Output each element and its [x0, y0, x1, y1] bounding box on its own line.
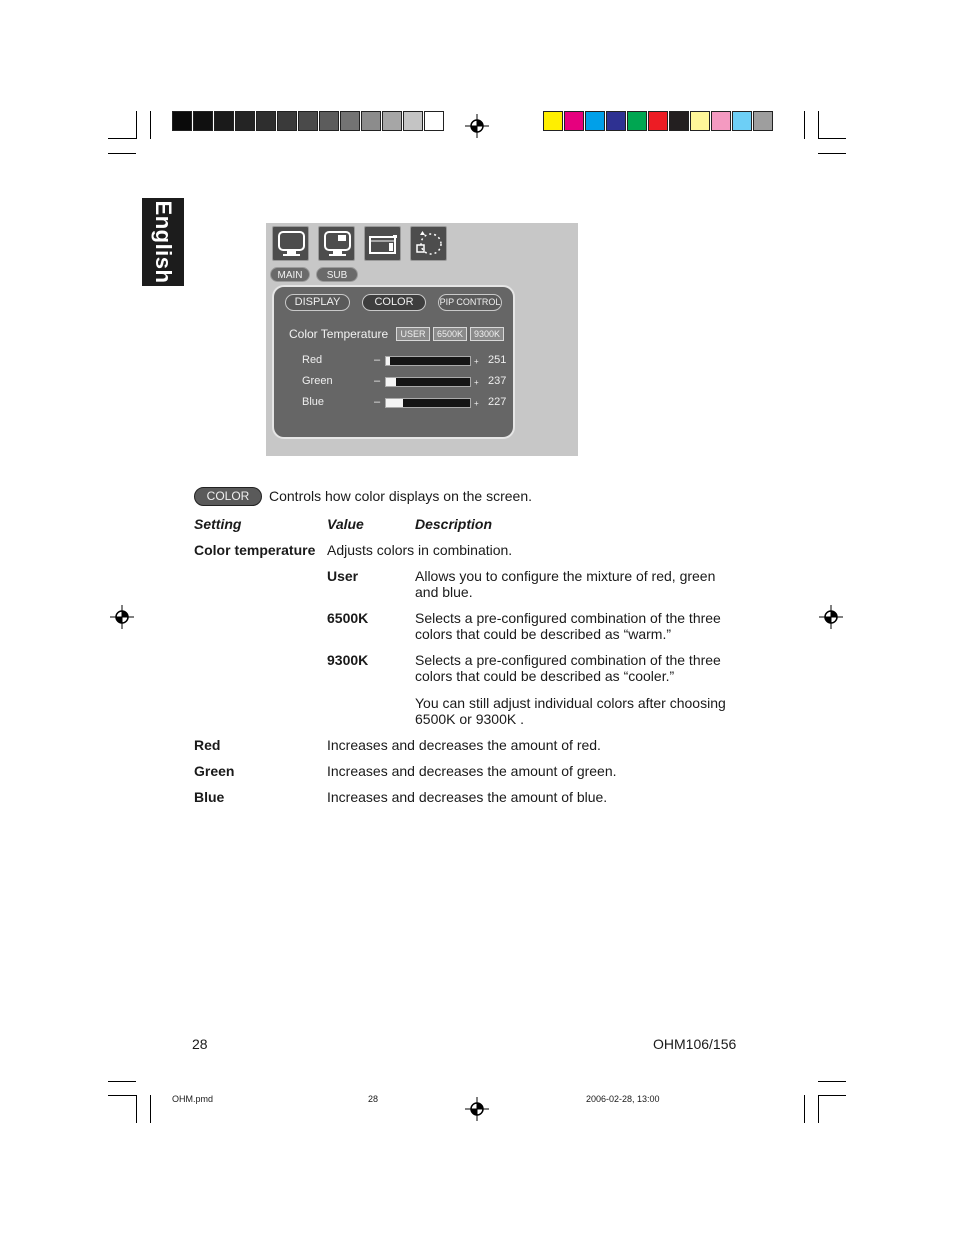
- user-desc-line-1: Allows you to configure the mixture of red, green: [415, 568, 716, 584]
- header-value: Value: [327, 516, 364, 532]
- green-value: 237: [488, 375, 507, 387]
- gray-swatch: [172, 111, 192, 131]
- tab-display[interactable]: DISPLAY: [285, 294, 350, 311]
- main-display-icon[interactable]: [272, 226, 309, 261]
- note-line-1: You can still adjust individual colors after choosing: [415, 695, 726, 711]
- green-decrease[interactable]: –: [374, 375, 381, 387]
- setting-green: Green: [194, 763, 235, 779]
- setting-blue: Blue: [194, 789, 225, 805]
- 6500k-desc-line-1: Selects a pre-configured combination of the three: [415, 610, 721, 626]
- blue-slider[interactable]: [385, 398, 471, 408]
- registration-mark-icon: [465, 1097, 489, 1121]
- gray-swatch: [214, 111, 234, 131]
- temp-user-button[interactable]: USER: [396, 327, 430, 341]
- temp-6500k-button[interactable]: 6500K: [433, 327, 467, 341]
- value-9300k: 9300K: [327, 652, 369, 668]
- setup-icon[interactable]: [410, 226, 447, 261]
- blue-increase[interactable]: +: [474, 399, 479, 408]
- print-page: 28: [368, 1094, 379, 1104]
- red-slider[interactable]: [385, 356, 471, 366]
- green-slider[interactable]: [385, 377, 471, 387]
- print-filename: OHM.pmd: [172, 1094, 214, 1104]
- color-swatch: [753, 111, 773, 131]
- gray-swatch: [298, 111, 318, 131]
- color-swatch: [711, 111, 731, 131]
- color-bar: [543, 111, 774, 131]
- gray-swatch: [361, 111, 381, 131]
- note-line-2: 6500K or 9300K .: [415, 711, 524, 727]
- color-section-pill: COLOR: [194, 487, 262, 506]
- 9300k-desc-line-1: Selects a pre-configured combination of the three: [415, 652, 721, 668]
- color-temperature-desc: Adjusts colors in combination.: [327, 542, 513, 558]
- header-description: Description: [415, 516, 493, 532]
- sub-pill[interactable]: SUB: [316, 267, 358, 282]
- blue-fill: [386, 399, 403, 407]
- language-tab: [142, 198, 184, 286]
- green-desc: Increases and decreases the amount of green.: [327, 763, 617, 779]
- grayscale-bar: [172, 111, 445, 131]
- tab-color[interactable]: COLOR: [362, 294, 426, 311]
- color-swatch: [606, 111, 626, 131]
- value-6500k: 6500K: [327, 610, 369, 626]
- color-swatch: [690, 111, 710, 131]
- blue-decrease[interactable]: –: [374, 396, 381, 408]
- gray-swatch: [319, 111, 339, 131]
- green-label: Green: [302, 375, 333, 387]
- user-desc-line-2: and blue.: [415, 584, 473, 600]
- green-increase[interactable]: +: [474, 378, 479, 387]
- main-pill[interactable]: MAIN: [270, 267, 310, 282]
- green-fill: [386, 378, 396, 386]
- red-fill: [386, 357, 390, 365]
- language-tab-label: English: [151, 200, 176, 284]
- color-swatch: [585, 111, 605, 131]
- red-desc: Increases and decreases the amount of red.: [327, 737, 601, 753]
- header-setting: Setting: [194, 516, 242, 532]
- gray-swatch: [403, 111, 423, 131]
- registration-mark-icon: [819, 605, 843, 629]
- model-name: OHM106/156: [653, 1036, 737, 1052]
- blue-value: 227: [488, 396, 507, 408]
- temp-9300k-button[interactable]: 9300K: [470, 327, 504, 341]
- gray-swatch: [382, 111, 402, 131]
- gray-swatch: [424, 111, 444, 131]
- gray-swatch: [235, 111, 255, 131]
- print-timestamp: 2006-02-28, 13:00: [586, 1094, 660, 1104]
- 6500k-desc-line-2: colors that could be described as “warm.”: [415, 626, 671, 642]
- color-swatch: [543, 111, 563, 131]
- blue-desc: Increases and decreases the amount of blue.: [327, 789, 608, 805]
- color-settings-panel: [272, 285, 515, 439]
- color-swatch: [648, 111, 668, 131]
- gray-swatch: [256, 111, 276, 131]
- red-label: Red: [302, 354, 323, 366]
- section-intro: Controls how color displays on the screen.: [269, 488, 533, 504]
- page-number: 28: [192, 1036, 208, 1052]
- 9300k-desc-line-2: colors that could be described as “cooler.”: [415, 668, 675, 684]
- setting-color-temperature: Color temperature: [194, 542, 316, 558]
- gray-swatch: [193, 111, 213, 131]
- setting-red: Red: [194, 737, 221, 753]
- red-decrease[interactable]: –: [374, 354, 381, 366]
- registration-mark-icon: [465, 114, 489, 138]
- blue-label: Blue: [302, 396, 325, 408]
- red-increase[interactable]: +: [474, 357, 479, 366]
- gray-swatch: [277, 111, 297, 131]
- pip-menu-icon[interactable]: [364, 226, 401, 261]
- color-swatch: [627, 111, 647, 131]
- red-value: 251: [488, 354, 507, 366]
- osd-menu: [266, 223, 578, 456]
- registration-mark-icon: [110, 605, 134, 629]
- color-swatch: [732, 111, 752, 131]
- color-temperature-label: Color Temperature: [289, 327, 389, 341]
- tab-pip-control[interactable]: PIP CONTROL: [438, 294, 502, 311]
- sub-display-icon[interactable]: [318, 226, 355, 261]
- color-swatch: [564, 111, 584, 131]
- gray-swatch: [340, 111, 360, 131]
- color-swatch: [669, 111, 689, 131]
- value-user: User: [327, 568, 359, 584]
